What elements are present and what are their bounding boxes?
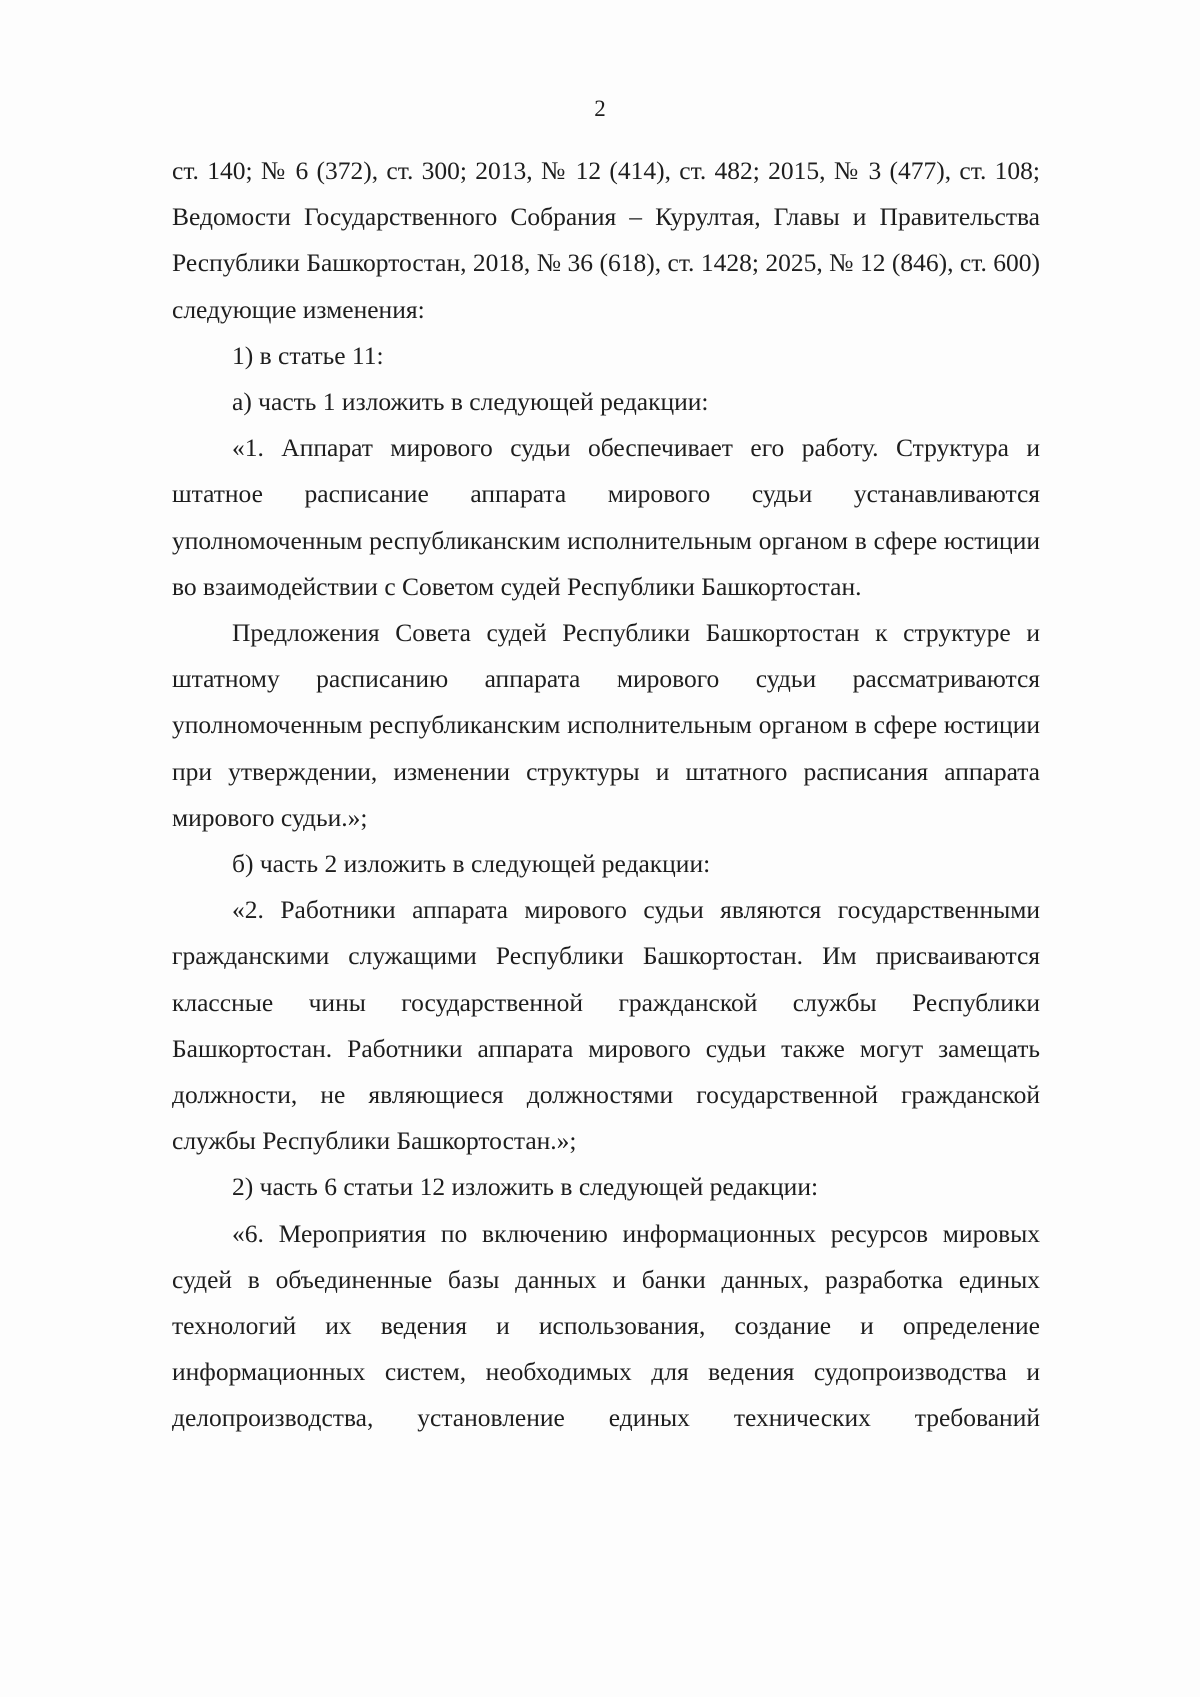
paragraph-part-2-text: «2. Работники аппарата мирового судьи являются государственными гражданскими служащими Республики Башкортостан. Им присваиваются классные чины государственной гражданской службы Республики Башкортостан. Работники аппарата мирового судьи также могут замещать должности, не являющиеся должностями государственной гражданской службы Республики Башкортостан.»; [172, 895, 1040, 1156]
paragraph-subitem-b: б) часть 2 изложить в следующей редакции: [232, 849, 711, 879]
document-body [172, 148, 1040, 1442]
paragraph-subitem-a: а) часть 1 изложить в следующей редакции: [232, 387, 709, 417]
page-number: 2 [594, 96, 606, 121]
paragraph-citation-continuation: ст. 140; № 6 (372), ст. 300; 2013, № 12 (414), ст. 482; 2015, № 3 (477), ст. 108; Ведомости Государственного Собрания – Курултая, Главы и Правительства Республики Башкортостан, 2018, № 36 (618), ст. 1428; 2025, № 12 (846), ст. 600) следующие изменения: [172, 156, 1040, 324]
paragraph-item-1: 1) в статье 11: [232, 340, 384, 370]
paragraph-part-6-text: «6. Мероприятия по включению информационных ресурсов мировых судей в объединенные базы данных и банки данных, разработка единых технологий их ведения и использования, создание и определение информационных систем, необходимых для ведения судопроизводства и делопроизводства, установление единых технических требований [172, 1218, 1040, 1433]
paragraph-part-1-text: «1. Аппарат мирового судьи обеспечивает его работу. Структура и штатное расписание аппарата мирового судьи устанавливаются уполномоченным республиканским исполнительным органом в сфере юстиции во взаимодействии с Советом судей Республики Башкортостан. [172, 433, 1040, 601]
paragraph-item-2: 2) часть 6 статьи 12 изложить в следующей редакции: [232, 1172, 819, 1202]
paragraph-proposals-text: Предложения Совета судей Республики Башкортостан к структуре и штатному расписанию аппарата мирового судьи рассматриваются уполномоченным республиканским исполнительным органом в сфере юстиции при утверждении, изменении структуры и штатного расписания аппарата мирового судьи.»; [172, 618, 1040, 832]
